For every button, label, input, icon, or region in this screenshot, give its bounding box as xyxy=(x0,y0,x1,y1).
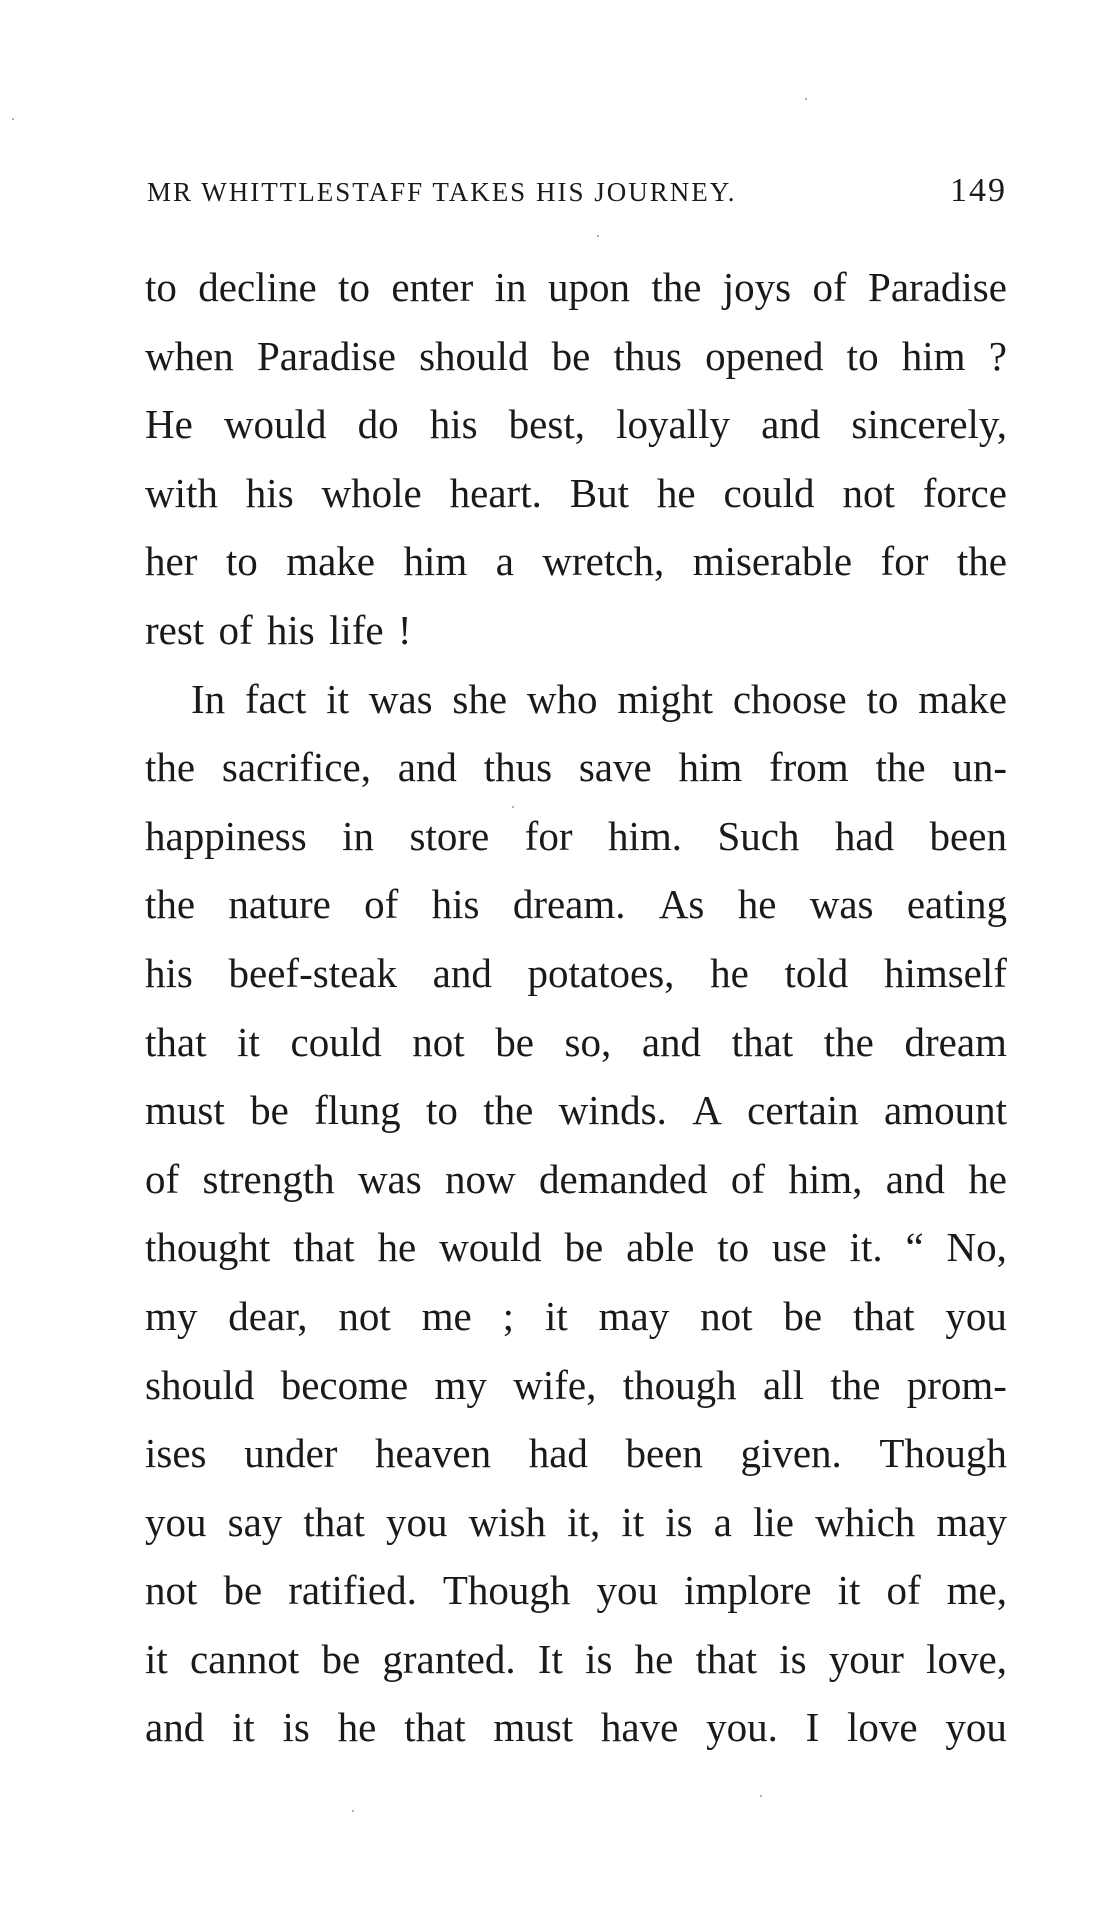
word: my xyxy=(434,1361,487,1408)
speck xyxy=(805,98,807,100)
word: store xyxy=(409,812,490,859)
word: it, xyxy=(567,1498,601,1545)
word: heaven xyxy=(375,1430,492,1477)
word: ; xyxy=(502,1292,515,1339)
speck xyxy=(760,1795,762,1797)
word: his xyxy=(145,949,193,996)
word: he xyxy=(337,1704,377,1751)
text-line xyxy=(145,459,1007,528)
word: of xyxy=(364,881,399,928)
word: No, xyxy=(946,1224,1007,1271)
text-line xyxy=(145,1351,1007,1420)
word: who xyxy=(526,675,598,722)
word: a xyxy=(495,538,514,585)
word: the xyxy=(956,538,1007,585)
word: dear, xyxy=(228,1292,308,1339)
word: whole xyxy=(321,469,422,516)
word: to xyxy=(425,1087,458,1134)
word: happiness xyxy=(145,812,307,859)
word: might xyxy=(617,675,713,722)
speck xyxy=(597,235,599,237)
word: with xyxy=(145,469,218,516)
word: use xyxy=(772,1224,827,1271)
word: of xyxy=(886,1567,921,1614)
word: upon xyxy=(547,264,630,310)
word: and xyxy=(885,1155,945,1202)
text-line xyxy=(145,1145,1007,1214)
word: have xyxy=(600,1704,679,1751)
word: the xyxy=(823,1018,874,1065)
word: that xyxy=(145,1018,207,1065)
word: I xyxy=(805,1704,820,1751)
word: that xyxy=(293,1224,355,1271)
word: had xyxy=(834,812,895,859)
word: able xyxy=(626,1224,695,1271)
word: and xyxy=(432,949,492,996)
word: him xyxy=(678,744,743,791)
word: It xyxy=(537,1635,563,1682)
word: you xyxy=(145,1498,207,1545)
word: could xyxy=(723,469,815,516)
word: in xyxy=(342,812,375,859)
word: must xyxy=(493,1704,574,1751)
word: thus xyxy=(613,332,682,379)
word: me xyxy=(421,1292,472,1339)
word: say xyxy=(227,1498,283,1545)
word: best, xyxy=(508,401,585,448)
text-line xyxy=(145,1556,1007,1625)
word: not xyxy=(338,1292,391,1339)
word: should xyxy=(419,332,529,379)
word: beef-steak xyxy=(228,949,397,996)
word: been xyxy=(929,812,1007,859)
word: her xyxy=(145,538,198,585)
word: he xyxy=(656,469,696,516)
text-line xyxy=(145,939,1007,1008)
word: As xyxy=(658,881,705,928)
word: become xyxy=(280,1361,409,1408)
word: thought xyxy=(145,1224,271,1271)
word: could xyxy=(290,1018,382,1065)
word: the xyxy=(145,744,196,791)
word: Though xyxy=(442,1567,571,1614)
word: demanded xyxy=(539,1155,708,1202)
word: it xyxy=(621,1498,645,1545)
speck xyxy=(12,118,14,120)
running-title: MR WHITTLESTAFF TAKES HIS JOURNEY. xyxy=(147,177,737,207)
word: be xyxy=(250,1087,289,1134)
text-line xyxy=(145,1693,1007,1762)
word: all xyxy=(762,1361,804,1408)
text-line xyxy=(145,1076,1007,1145)
word: may xyxy=(936,1498,1007,1545)
word: prom- xyxy=(906,1361,1007,1408)
word: A xyxy=(692,1087,722,1134)
text-line xyxy=(145,1213,1007,1282)
word: he xyxy=(737,881,777,928)
word: was xyxy=(357,1155,422,1202)
word: that xyxy=(303,1498,365,1545)
word: do xyxy=(357,401,399,448)
word: was xyxy=(809,881,874,928)
word: it xyxy=(544,1292,568,1339)
word: him xyxy=(901,332,966,379)
text-line xyxy=(145,870,1007,939)
word: to xyxy=(225,538,258,585)
word: ? xyxy=(988,332,1007,379)
word: But xyxy=(569,469,629,516)
word: when xyxy=(145,332,234,379)
text-line xyxy=(145,802,1007,871)
word: that xyxy=(731,1018,794,1065)
text-line xyxy=(145,527,1007,596)
word: ises xyxy=(145,1430,207,1477)
word: should xyxy=(145,1361,255,1408)
word: he xyxy=(634,1635,674,1682)
text-line xyxy=(145,1008,1007,1077)
word: enter xyxy=(391,264,474,310)
word: to xyxy=(866,675,899,722)
word: certain xyxy=(747,1087,859,1134)
word: amount xyxy=(883,1087,1007,1134)
word: me, xyxy=(946,1567,1007,1614)
text-line xyxy=(145,390,1007,459)
word: him xyxy=(403,538,468,585)
word: heart. xyxy=(449,469,542,516)
word: be xyxy=(495,1018,534,1065)
word: that xyxy=(853,1292,915,1339)
word: is xyxy=(665,1498,693,1545)
word: been xyxy=(625,1430,703,1477)
word: so, xyxy=(564,1018,612,1065)
word: not xyxy=(700,1292,753,1339)
word: and xyxy=(145,1704,205,1751)
word: a xyxy=(713,1498,732,1545)
word: which xyxy=(815,1498,916,1545)
text-line xyxy=(145,1488,1007,1557)
word: of xyxy=(730,1155,765,1202)
word: Such xyxy=(717,812,800,859)
word: under xyxy=(244,1430,338,1477)
word: the xyxy=(145,881,196,928)
word: thus xyxy=(483,744,553,791)
word: joys xyxy=(722,264,792,310)
word: to xyxy=(338,264,370,310)
word: the xyxy=(875,744,926,791)
word: not xyxy=(145,1567,198,1614)
word: be xyxy=(223,1567,263,1614)
word: is xyxy=(779,1635,807,1682)
word: he xyxy=(710,949,749,996)
word: his xyxy=(431,881,480,928)
word: him. xyxy=(607,812,682,859)
speck xyxy=(512,806,514,808)
word: for xyxy=(880,538,929,585)
word: granted. xyxy=(382,1635,516,1682)
word: miserable xyxy=(692,538,853,585)
word: Though xyxy=(879,1430,1007,1477)
word: cannot xyxy=(190,1635,300,1682)
speck xyxy=(352,1810,354,1812)
word: that xyxy=(695,1635,758,1682)
word: not xyxy=(412,1018,465,1065)
word: to xyxy=(846,332,879,379)
word: himself xyxy=(883,949,1007,996)
word: lie xyxy=(753,1498,794,1545)
word: given. xyxy=(740,1430,842,1477)
text-line xyxy=(145,1419,1007,1488)
word: it xyxy=(837,1567,861,1614)
word: had xyxy=(528,1430,588,1477)
word: Paradise xyxy=(868,264,1007,310)
word: “ xyxy=(905,1224,924,1271)
word: choose xyxy=(732,675,847,722)
word: In xyxy=(191,675,226,722)
text-line: rest of his life ! xyxy=(145,606,412,653)
word: the xyxy=(651,264,702,310)
word: you xyxy=(945,1292,1007,1339)
word: may xyxy=(598,1292,670,1339)
word: it. xyxy=(849,1224,883,1271)
word: he xyxy=(377,1224,417,1271)
word: of xyxy=(812,264,847,310)
word: his xyxy=(245,469,294,516)
text-line xyxy=(145,322,1007,391)
word: make xyxy=(286,538,375,585)
word: nature xyxy=(228,881,331,928)
word: not xyxy=(842,469,895,516)
word: dream xyxy=(904,1018,1007,1065)
word: be xyxy=(551,332,591,379)
word: is xyxy=(282,1704,310,1751)
text-line xyxy=(145,665,1007,734)
word: the xyxy=(830,1361,881,1408)
word: for xyxy=(524,812,573,859)
word: and xyxy=(397,744,457,791)
text-line xyxy=(145,1625,1007,1694)
word: you xyxy=(385,1498,448,1545)
word: ratified. xyxy=(288,1567,417,1614)
body-text xyxy=(145,253,1007,1762)
word: Paradise xyxy=(257,332,396,379)
word: strength xyxy=(202,1155,335,1202)
word: in xyxy=(494,264,527,310)
word: winds. xyxy=(558,1087,667,1134)
word: you xyxy=(596,1567,658,1614)
word: save xyxy=(578,744,652,791)
word: loyally xyxy=(616,401,730,448)
word: implore xyxy=(684,1567,812,1614)
word: my xyxy=(145,1292,198,1339)
word: potatoes, xyxy=(527,949,675,996)
word: love, xyxy=(926,1635,1007,1682)
word: the xyxy=(483,1087,534,1134)
word: him, xyxy=(788,1155,863,1202)
word: his xyxy=(429,401,478,448)
word: wish xyxy=(468,1498,547,1545)
word: be xyxy=(321,1635,361,1682)
page-number: 149 xyxy=(950,172,1007,209)
word: opened xyxy=(705,332,824,379)
word: was xyxy=(368,675,433,722)
word: he xyxy=(968,1155,1007,1202)
word: would xyxy=(439,1224,542,1271)
text-line xyxy=(145,1282,1007,1351)
word: that xyxy=(404,1704,466,1751)
word: flung xyxy=(314,1087,401,1134)
word: it xyxy=(326,675,350,722)
word: sincerely, xyxy=(851,401,1007,448)
word: she xyxy=(452,675,508,722)
word: from xyxy=(769,744,849,791)
word: your xyxy=(828,1635,904,1682)
word: you xyxy=(945,1704,1007,1751)
word: must xyxy=(145,1087,225,1134)
running-head xyxy=(147,172,1007,212)
word: you. xyxy=(706,1704,778,1751)
word: it xyxy=(237,1018,260,1065)
word: be xyxy=(783,1292,823,1339)
word: dream. xyxy=(512,881,626,928)
word: make xyxy=(918,675,1007,722)
word: it xyxy=(231,1704,255,1751)
word: and xyxy=(641,1018,702,1065)
word: would xyxy=(223,401,327,448)
word: fact xyxy=(244,675,307,722)
word: now xyxy=(445,1155,516,1202)
word: un- xyxy=(952,744,1007,791)
word: wretch, xyxy=(542,538,665,585)
word: be xyxy=(564,1224,604,1271)
word: though xyxy=(622,1361,737,1408)
word: decline xyxy=(198,264,317,310)
word: told xyxy=(784,949,849,996)
word: wife, xyxy=(513,1361,597,1408)
word: to xyxy=(717,1224,750,1271)
word: He xyxy=(145,401,193,448)
word: is xyxy=(585,1635,613,1682)
word: sacrifice, xyxy=(221,744,371,791)
word: love xyxy=(847,1704,918,1751)
word: to xyxy=(145,264,177,310)
word: and xyxy=(761,401,821,448)
word: it xyxy=(145,1635,168,1682)
word: of xyxy=(145,1155,180,1202)
text-line xyxy=(145,733,1007,802)
word: force xyxy=(922,469,1007,516)
text-line xyxy=(145,253,1007,322)
word: eating xyxy=(906,881,1007,928)
